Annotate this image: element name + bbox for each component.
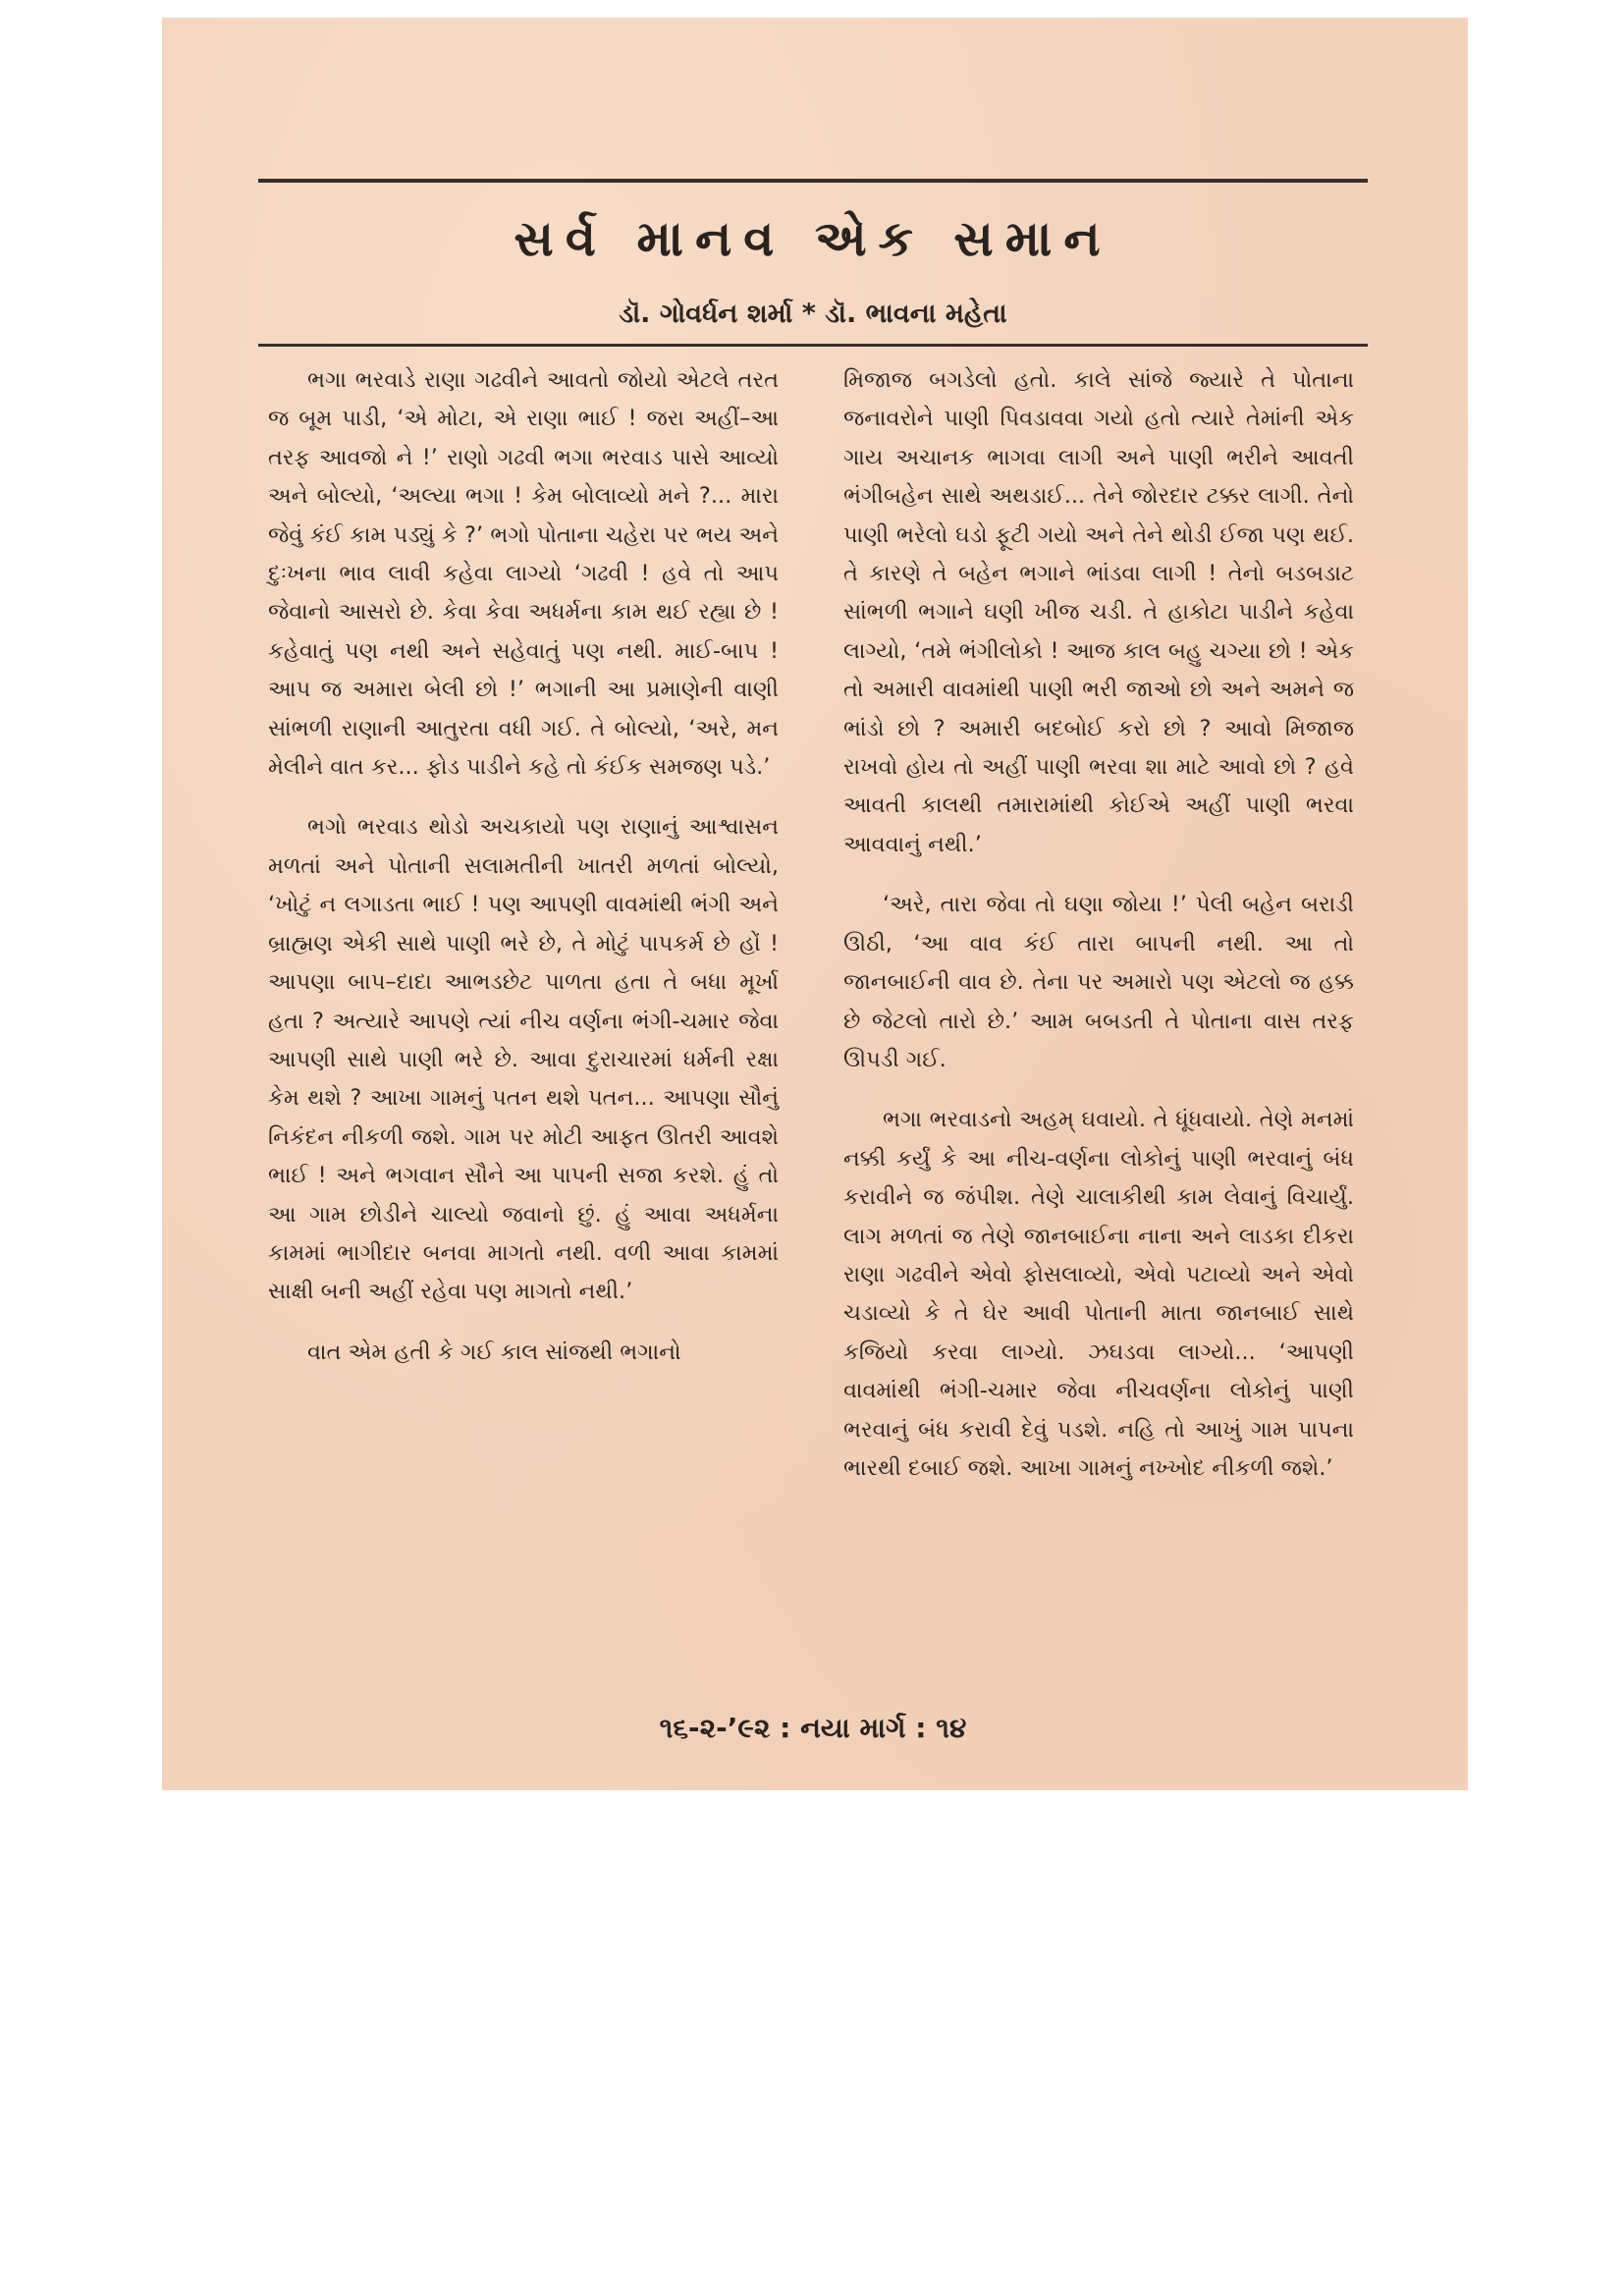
right-column [843, 361, 1354, 1509]
article-title: સર્વ માનવ એક સમાન [514, 210, 1112, 267]
scanned-page [162, 18, 1468, 1790]
article-authors: ડૉ. ગોવર્ધન શર્મા * ડૉ. ભાવના મહેતા [619, 299, 1007, 329]
byline-rule [258, 344, 1368, 347]
header-rule [258, 179, 1368, 183]
paragraph: ભગા ભરવાડનો અહમ્ ઘવાયો. તે ધૂંધવાયો. તેણે મનમાં નક્કી કર્યું કે આ નીચ-વર્ણના લોકોનું પાણી ભરવાનું બંધ કરાવીને જ જંપીશ. તેણે ચાલાકીથી કામ લેવાનું વિચાર્યું. લાગ મળતાં જ તેણે જાનબાઈના નાના અને લાડકા દીકરા રાણા ગઢવીને એવો ફોસલાવ્યો, એવો પટાવ્યો અને એવો ચડાવ્યો કે તે ઘેર આવી પોતાની માતા જાનબાઈ સાથે કજિયો કરવા લાગ્યો. ઝઘડવા લાગ્યો... ‘આપણી વાવમાંથી ભંગી-ચમાર જેવા નીચવર્ણના લોકોનું પાણી ભરવાનું બંધ કરાવી દેવું પડશે. નહિ તો આખું ગામ પાપના ભારથી દબાઈ જશે. આખા ગામનું નખ્ખોદ નીકળી જશે.’ [843, 1107, 1354, 1481]
paragraph: ભગો ભરવાડ થોડો અચકાયો પણ રાણાનું આશ્વાસન મળતાં અને પોતાની સલામતીની ખાતરી મળતાં બોલ્યો, ‘ખોટું ન લગાડતા ભાઈ ! પણ આપણી વાવમાંથી ભંગી અને બ્રાહ્મણ એકી સાથે પાણી ભરે છે, તે મોટું પાપકર્મ છે હોં ! આપણા બાપ–દાદા આભડછેટ પાળતા હતા તે બધા મૂર્ખા હતા ? અત્યારે આપણે ત્યાં નીચ વર્ણના ભંગી-ચમાર જેવા આપણી સાથે પાણી ભરે છે. આવા દુરાચારમાં ધર્મની રક્ષા કેમ થશે ? આખા ગામનું પતન થશે પતન... આપણા સૌનું નિકંદન નીકળી જશે. ગામ પર મોટી આફત ઊતરી આવશે ભાઈ ! અને ભગવાન સૌને આ પાપની સજા કરશે. હું તો આ ગામ છોડીને ચાલ્યો જવાનો છું. હું આવા અધર્મના કામમાં ભાગીદાર બનવા માગતો નથી. વળી આવા કામમાં સાક્ષી બની અહીં રહેવા પણ માગતો નથી.’ [268, 814, 779, 1305]
paragraph: ‘અરે, તારા જેવા તો ઘણા જોયા !’ પેલી બહેન બરાડી ઊઠી, ‘આ વાવ કંઈ તારા બાપની નથી. આ તો જાનબાઈની વાવ છે. તેના પર અમારો પણ એટલો જ હક્ક છે જેટલો તારો છે.’ આમ બબડતી તે પોતાના વાસ તરફ ઊપડી ગઈ. [843, 892, 1354, 1072]
paragraph: ભગા ભરવાડે રાણા ગઢવીને આવતો જોયો એટલે તરત જ બૂમ પાડી, ‘એ મોટા, એ રાણા ભાઈ ! જરા અહીં–આ તરફ આવજો ને !’ રાણો ગઢવી ભગા ભરવાડ પાસે આવ્યો અને બોલ્યો, ‘અલ્યા ભગા ! કેમ બોલાવ્યો મને ?... મારા જેવું કંઈ કામ પડ્યું કે ?’ ભગો પોતાના ચહેરા પર ભય અને દુઃખના ભાવ લાવી કહેવા લાગ્યો ‘ગઢવી ! હવે તો આપ જેવાનો આસરો છે. કેવા કેવા અધર્મના કામ થઈ રહ્યા છે ! કહેવાતું પણ નથી અને સહેવાતું પણ નથી. માઈ-બાપ ! આપ જ અમારા બેલી છો !’ ભગાની આ પ્રમાણેની વાણી સાંભળી રાણાની આતુરતા વધી ગઈ. તે બોલ્યો, ‘અરે, મન મેલીને વાત કર... ફોડ પાડીને કહે તો કંઈક સમજણ પડે.’ [268, 367, 779, 781]
page-footer: ૧૬-૨-’૯૨ : નયા માર્ગ : ૧૪ [659, 1712, 967, 1744]
paragraph: વાત એમ હતી કે ગઈ કાલ સાંજથી ભગાનો [307, 1339, 681, 1365]
left-column [268, 361, 779, 1394]
paragraph-continued: મિજાજ બગડેલો હતો. કાલે સાંજે જ્યારે તે પોતાના જનાવરોને પાણી પિવડાવવા ગયો હતો ત્યારે તેમાંની એક ગાય અચાનક ભાગવા લાગી અને પાણી ભરીને આવતી ભંગીબહેન સાથે અથડાઈ... તેને જોરદાર ટક્કર લાગી. તેનો પાણી ભરેલો ઘડો ફૂટી ગયો અને તેને થોડી ઈજા પણ થઈ. તે કારણે તે બહેન ભગાને ભાંડવા લાગી ! તેનો બડબડાટ સાંભળી ભગાને ઘણી ખીજ ચડી. તે હાકોટા પાડીને કહેવા લાગ્યો, ‘તમે ભંગીલોકો ! આજ કાલ બહુ ચગ્યા છો ! એક તો અમારી વાવમાંથી પાણી ભરી જાઓ છો અને અમને જ ભાંડો છો ? અમારી બદબોઈ કરો છો ? આવો મિજાજ રાખવો હોય તો અહીં પાણી ભરવા શા માટે આવો છો ? હવે આવતી કાલથી તમારામાંથી કોઈએ અહીં પાણી ભરવા આવવાનું નથી.’ [843, 367, 1354, 857]
